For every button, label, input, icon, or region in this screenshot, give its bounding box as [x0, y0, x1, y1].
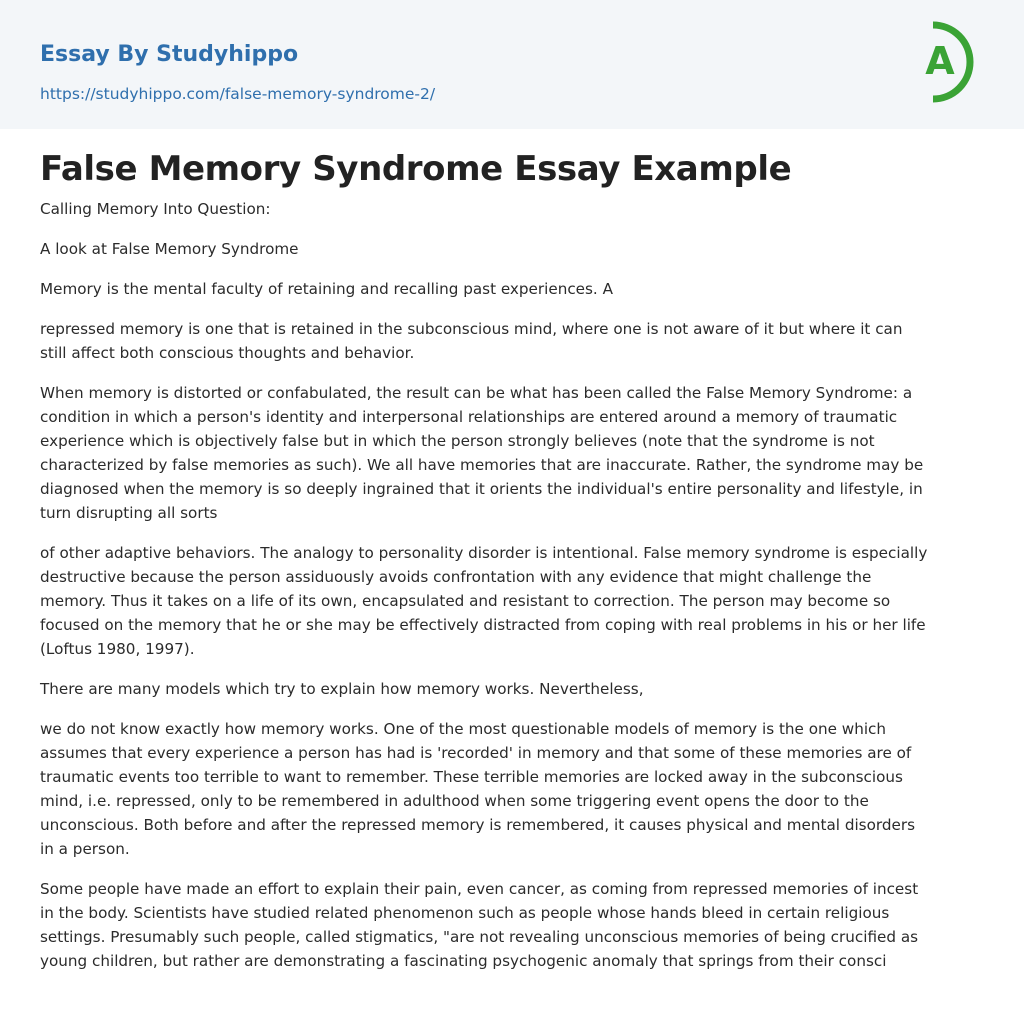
paragraph-line: young children, but rather are demonstrating a fascinating psychogenic anomaly that springs from their consci	[40, 952, 887, 970]
paragraph-line: Memory is the mental faculty of retaining and recalling past experiences. A	[40, 280, 613, 298]
paragraph-line: experience which is objectively false but in which the person strongly believes (note that the syndrome is not	[40, 432, 875, 450]
paragraph-line: we do not know exactly how memory works. One of the most questionable models of memory is the one which	[40, 720, 887, 738]
article-paragraph	[40, 541, 984, 661]
source-url-link[interactable]: https://studyhippo.com/false-memory-syndrome-2/	[40, 85, 436, 103]
paragraph-line: A look at False Memory Syndrome	[40, 240, 299, 258]
brand-title[interactable]: Essay By Studyhippo	[40, 42, 299, 67]
logo-svg	[907, 18, 987, 106]
paragraph-line: When memory is distorted or confabulated, the result can be what has been called the False Memory Syndrome: a	[40, 384, 913, 402]
studyhippo-logo-icon[interactable]	[907, 18, 987, 106]
paragraph-line: repressed memory is one that is retained in the subconscious mind, where one is not aware of it but where it can	[40, 320, 903, 338]
paragraph-line: mind, i.e. repressed, only to be remembered in adulthood when some triggering event opens the door to the	[40, 792, 869, 810]
paragraph-line: diagnosed when the memory is so deeply ingrained that it orients the individual's entire personality and lifestyle, in	[40, 480, 923, 498]
article	[0, 129, 1024, 973]
paragraph-line: destructive because the person assiduously avoids confrontation with any evidence that might challenge the	[40, 568, 872, 586]
article-paragraph	[40, 277, 984, 301]
logo-letter: A	[925, 39, 955, 83]
paragraph-line: unconscious. Both before and after the repressed memory is remembered, it causes physical and mental disorders	[40, 816, 915, 834]
site-header	[0, 0, 1024, 129]
page-title: False Memory Syndrome Essay Example	[40, 149, 792, 189]
article-body	[40, 197, 984, 973]
paragraph-line: of other adaptive behaviors. The analogy to personality disorder is intentional. False memory syndrome is especially	[40, 544, 928, 562]
paragraph-line: There are many models which try to explain how memory works. Nevertheless,	[40, 680, 644, 698]
article-paragraph	[40, 717, 984, 861]
paragraph-line: Calling Memory Into Question:	[40, 200, 271, 218]
paragraph-line: focused on the memory that he or she may be effectively distracted from coping with real problems in his or her life	[40, 616, 926, 634]
article-paragraph	[40, 317, 984, 365]
paragraph-line: settings. Presumably such people, called stigmatics, "are not revealing unconscious memories of being crucified as	[40, 928, 919, 946]
paragraph-line: turn disrupting all sorts	[40, 504, 218, 522]
article-paragraph	[40, 237, 984, 261]
paragraph-line: (Loftus 1980, 1997).	[40, 640, 195, 658]
paragraph-line: condition in which a person's identity and interpersonal relationships are entered around a memory of traumatic	[40, 408, 898, 426]
article-paragraph	[40, 381, 984, 525]
paragraph-line: in a person.	[40, 840, 130, 858]
paragraph-line: still affect both conscious thoughts and behavior.	[40, 344, 415, 362]
paragraph-line: traumatic events too terrible to want to remember. These terrible memories are locked away in the subconscious	[40, 768, 903, 786]
paragraph-line: Some people have made an effort to explain their pain, even cancer, as coming from repressed memories of incest	[40, 880, 919, 898]
paragraph-line: characterized by false memories as such). We all have memories that are inaccurate. Rather, the syndrome may be	[40, 456, 924, 474]
paragraph-line: memory. Thus it takes on a life of its own, encapsulated and resistant to correction. The person may become so	[40, 592, 891, 610]
paragraph-line: assumes that every experience a person has had is 'recorded' in memory and that some of these memories are of	[40, 744, 912, 762]
article-paragraph	[40, 197, 984, 221]
article-paragraph	[40, 677, 984, 701]
paragraph-line: in the body. Scientists have studied related phenomenon such as people whose hands bleed in certain religious	[40, 904, 890, 922]
article-paragraph	[40, 877, 984, 973]
